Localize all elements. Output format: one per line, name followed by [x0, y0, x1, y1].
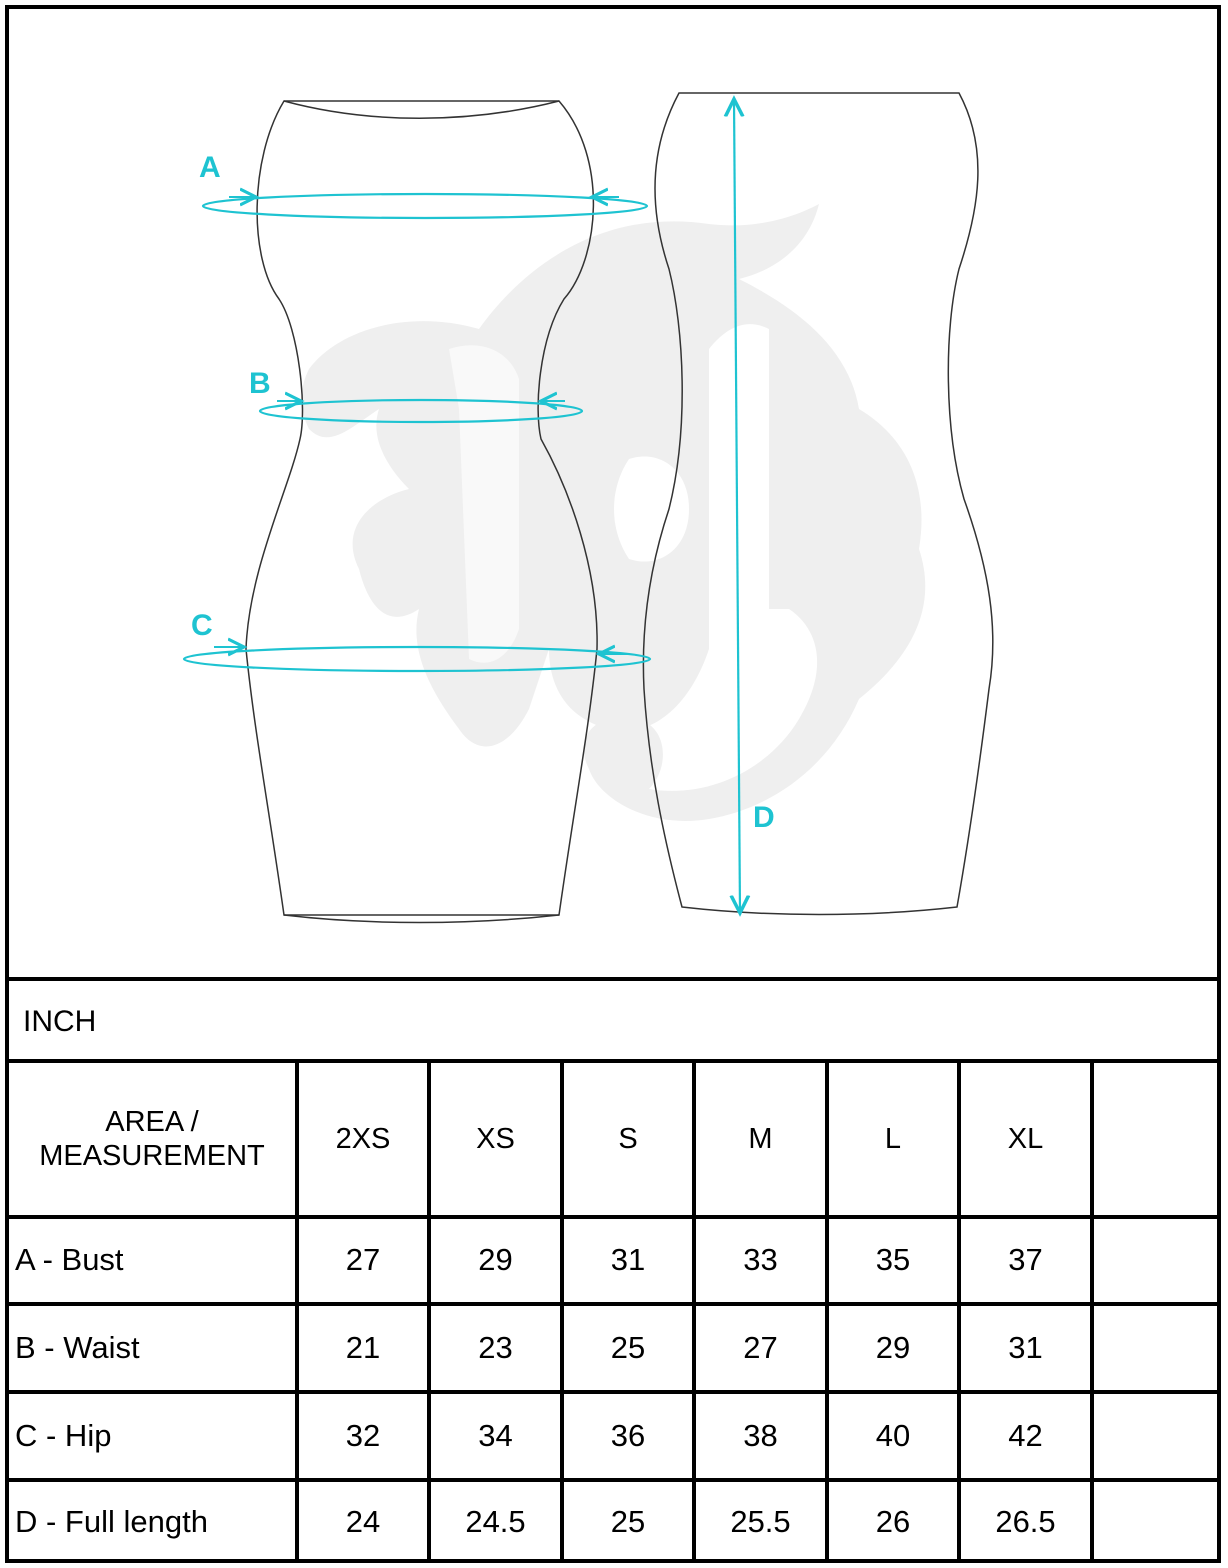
table-cell: 34: [429, 1392, 562, 1480]
table-row: [9, 1217, 1217, 1305]
garment-illustration: [9, 9, 1217, 977]
label-c: C: [191, 609, 213, 642]
table-cell: 42: [959, 1392, 1092, 1480]
table-cell: 40: [827, 1392, 959, 1480]
label-d: D: [753, 801, 775, 834]
table-row: [9, 1392, 1217, 1480]
header-cell: XL: [959, 1063, 1092, 1217]
unit-label: INCH: [23, 1005, 97, 1038]
unit-row: [9, 977, 1217, 1063]
table-cell: 38: [694, 1392, 827, 1480]
size-table: [9, 1063, 1217, 1563]
table-cell: 25: [562, 1480, 694, 1563]
table-cell: 24.5: [429, 1480, 562, 1563]
table-header-row: [9, 1063, 1217, 1217]
table-cell: [1092, 1392, 1217, 1480]
table-cell: 25.5: [694, 1480, 827, 1563]
table-cell: 37: [959, 1217, 1092, 1305]
label-a: A: [199, 151, 221, 184]
table-cell: 23: [429, 1304, 562, 1392]
table-cell: 26.5: [959, 1480, 1092, 1563]
label-b: B: [249, 367, 271, 400]
table-cell: [1092, 1304, 1217, 1392]
table-cell: 26: [827, 1480, 959, 1563]
table-cell: 21: [297, 1304, 429, 1392]
table-cell: [1092, 1480, 1217, 1563]
row-label: C - Hip: [9, 1392, 297, 1480]
table-row: [9, 1480, 1217, 1563]
table-cell: 27: [297, 1217, 429, 1305]
table-cell: 32: [297, 1392, 429, 1480]
header-cell: L: [827, 1063, 959, 1217]
table-cell: 33: [694, 1217, 827, 1305]
watermark-logo: [302, 204, 926, 821]
table-cell: 31: [562, 1217, 694, 1305]
header-cell: M: [694, 1063, 827, 1217]
table-cell: 31: [959, 1304, 1092, 1392]
table-cell: 29: [429, 1217, 562, 1305]
row-label: A - Bust: [9, 1217, 297, 1305]
table-cell: [1092, 1217, 1217, 1305]
bust-measure-ring: [203, 194, 647, 218]
table-cell: 36: [562, 1392, 694, 1480]
table-row: [9, 1304, 1217, 1392]
garment-diagram: [9, 9, 1217, 977]
size-chart-frame: [5, 5, 1221, 1563]
table-cell: 24: [297, 1480, 429, 1563]
table-cell: 29: [827, 1304, 959, 1392]
table-cell: 27: [694, 1304, 827, 1392]
row-label: D - Full length: [9, 1480, 297, 1563]
header-cell: S: [562, 1063, 694, 1217]
header-cell: XS: [429, 1063, 562, 1217]
header-cell: AREA / MEASUREMENT: [9, 1063, 297, 1217]
header-cell: [1092, 1063, 1217, 1217]
table-cell: 25: [562, 1304, 694, 1392]
header-cell: 2XS: [297, 1063, 429, 1217]
table-cell: 35: [827, 1217, 959, 1305]
row-label: B - Waist: [9, 1304, 297, 1392]
